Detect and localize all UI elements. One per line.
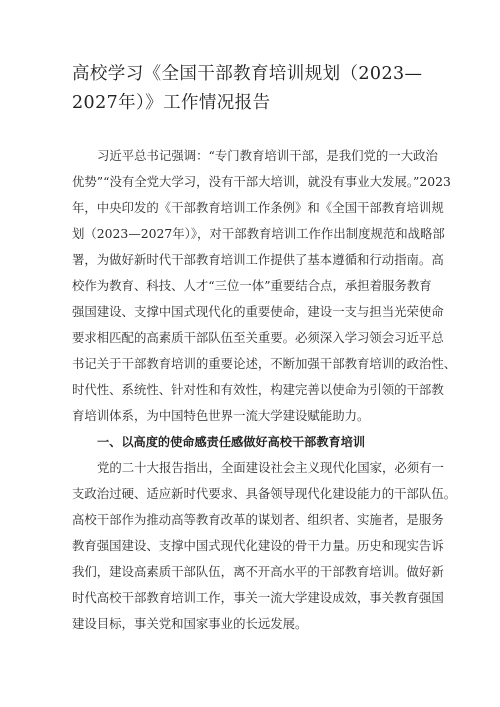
paragraph-line: 年，中央印发的《干部教育培训工作条例》和《全国干部教育培训规 [72,200,444,215]
paragraph-line: 时代性、系统性、针对性和有效性，构建完善以使命为引领的干部教 [72,382,444,397]
paragraph-line: 书记关于干部教育培训的重要论述，不断加强干部教育培训的政治性、 [72,356,457,371]
paragraph-line: 习近平总书记强调：“专门教育培训干部，是我们党的一大政治 [97,148,438,163]
paragraph-line: 建设目标，事关党和国家事业的长远发展。 [72,616,308,631]
paragraph-line: 我们，建设高素质干部队伍，离不开高水平的干部教育培训。做好新 [72,564,444,579]
paragraph-line: 党的二十大报告指出，全面建设社会主义现代化国家，必须有一 [97,460,444,475]
paragraph-line: 教育强国建设、支撑中国式现代化建设的骨干力量。历史和现实告诉 [72,538,444,553]
paragraph-line: 时代高校干部教育培训工作，事关一流大学建设成效，事关教育强国 [72,590,444,605]
document-body [72,143,457,637]
paragraph-line: 要求相匹配的高素质干部队伍至关重要。必须深入学习领会习近平总 [72,330,444,345]
title-line: 2027年）》工作情况报告 [72,93,271,113]
paragraph-line: 高校干部作为推动高等教育改革的谋划者、组织者、实施者，是服务 [72,512,444,527]
paragraph-line: 强国建设、支撑中国式现代化的重要使命，建设一支与担当光荣使命 [72,304,444,319]
paragraph-line: 支政治过硬、适应新时代要求、具备领导现代化建设能力的干部队伍。 [72,486,457,501]
paragraph-line: 育培训体系，为中国特色世界一流大学建设赋能助力。 [72,408,370,423]
paragraph-line: 校作为教育、科技、人才“三位一体”重要结合点，承担着服务教育 [72,278,432,293]
paragraph-intro [72,143,457,429]
title-line: 高校学习《全国干部教育培训规划（2023— [72,64,423,84]
section-heading: 一、以高度的使命感责任感做好高校干部教育培训 [97,435,366,449]
paragraph-line: 划（2023—2027年）》，对干部教育培训工作作出制度规范和战略部 [72,226,445,241]
paragraph-line: 优势”“没有全党大学习，没有干部大培训，就没有事业大发展。”2023 [72,174,451,189]
paragraph-line: 署，为做好新时代干部教育培训工作提供了基本遵循和行动指南。高 [72,252,444,267]
paragraph-section-1 [72,455,457,637]
document-title [72,60,442,118]
